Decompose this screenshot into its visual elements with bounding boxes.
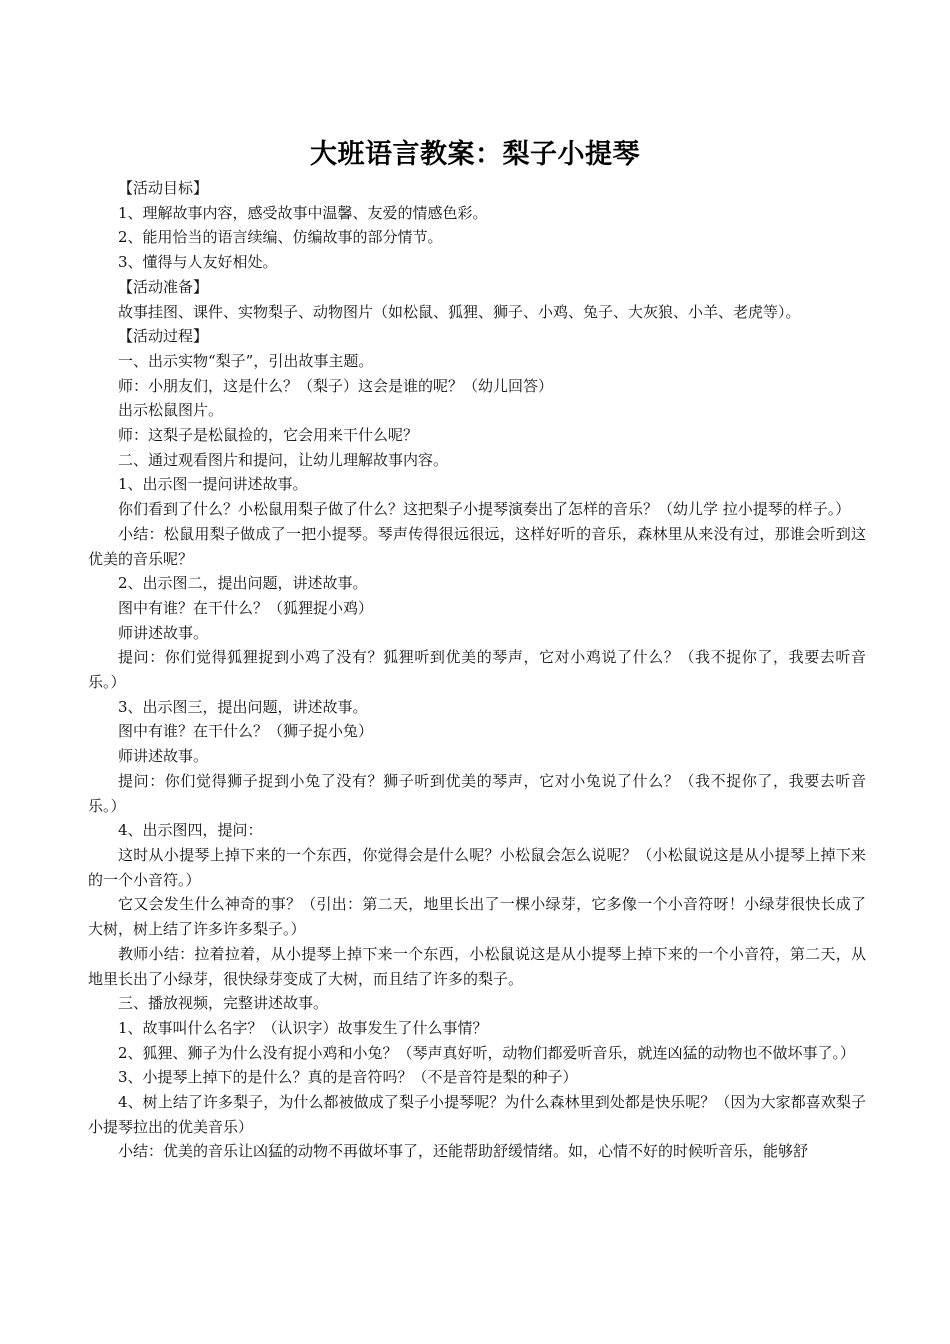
paragraph: 故事挂图、课件、实物梨子、动物图片（如松鼠、狐狸、狮子、小鸡、兔子、大灰狼、小羊、老虎等）。 (118, 302, 801, 321)
paragraph: 3、小提琴上掉下的是什么？真的是音符吗？（不是音符是梨的种子） (118, 1068, 578, 1087)
paragraph: 图中有谁？在干什么？（狐狸捉小鸡） (118, 598, 374, 617)
paragraph: 教师小结：拉着拉着，从小提琴上掉下来一个东西，小松鼠说这是从小提琴上掉下来的一个小音符，第二天，从地里长出了小绿芽，很快绿芽变成了大树，而且结了许多的梨子。 (88, 944, 866, 988)
paragraph: 4、出示图四，提问： (118, 821, 263, 840)
paragraph: 师：小朋友们，这是什么？（梨子）这会是谁的呢？（幼儿回答） (118, 376, 554, 395)
paragraph: 1、出示图一提问讲述故事。 (118, 475, 308, 494)
page-title: 大班语言教案：梨子小提琴 (310, 139, 640, 170)
paragraph: 师讲述故事。 (118, 747, 209, 766)
paragraph: 它又会发生什么神奇的事？（引出：第二天，地里长出了一棵小绿芽，它多像一个小音符呀！小绿芽很快长成了大树，树上结了许多许多梨子。） (88, 895, 866, 939)
paragraph: 小结：优美的音乐让凶猛的动物不再做坏事了，还能帮助舒缓情绪。如，心情不好的时候听音乐，能够舒 (118, 1142, 809, 1161)
paragraph: 1、故事叫什么名字？（认识字）故事发生了什么事情？ (118, 1018, 488, 1037)
paragraph: 出示松鼠图片。 (118, 401, 224, 420)
paragraph: 2、出示图二，提出问题，讲述故事。 (118, 574, 368, 593)
paragraph: 这时从小提琴上掉下来的一个东西，你觉得会是什么呢？小松鼠会怎么说呢？（小松鼠说这是从小提琴上掉下来的一个小音符。） (88, 845, 866, 889)
paragraph: 2、能用恰当的语言续编、仿编故事的部分情节。 (118, 228, 443, 247)
paragraph: 二、通过观看图片和提问，让幼儿理解故事内容。 (118, 450, 449, 469)
section-heading: 【活动过程】 (118, 327, 209, 346)
section-heading: 【活动准备】 (118, 277, 209, 296)
section-heading: 【活动目标】 (118, 179, 209, 197)
paragraph: 1、理解故事内容，感受故事中温馨、友爱的情感色彩。 (118, 203, 488, 222)
paragraph: 一、出示实物“梨子”，引出故事主题。 (118, 351, 374, 370)
paragraph: 提问：你们觉得狐狸捉到小鸡了没有？狐狸听到优美的琴声，它对小鸡说了什么？（我不捉你了，我要去听音乐。） (88, 648, 866, 692)
paragraph: 三、播放视频，完整讲述故事。 (118, 994, 329, 1013)
paragraph: 小结：松鼠用梨子做成了一把小提琴。琴声传得很远很远，这样好听的音乐，森林里从来没有过，那谁会听到这优美的音乐呢？ (88, 524, 866, 568)
paragraph: 你们看到了什么？小松鼠用梨子做了什么？这把梨子小提琴演奏出了怎样的音乐？（幼儿学 拉小提琴的样子。） (118, 500, 851, 519)
paragraph: 图中有谁？在干什么？（狮子捉小兔） (118, 722, 374, 741)
paragraph: 提问：你们觉得狮子捉到小兔了没有？狮子听到优美的琴声，它对小兔说了什么？（我不捉你了，我要去听音乐。） (88, 771, 866, 815)
paragraph: 3、出示图三，提出问题，讲述故事。 (118, 697, 368, 716)
document-body (88, 176, 866, 1164)
paragraph: 3、懂得与人友好相处。 (118, 253, 278, 272)
paragraph: 师：这梨子是松鼠捡的，它会用来干什么呢？ (118, 426, 419, 445)
paragraph: 师讲述故事。 (118, 623, 209, 642)
paragraph: 2、狐狸、狮子为什么没有捉小鸡和小兔？（琴声真好听，动物们都爱听音乐，就连凶猛的动物也不做坏事了。） (118, 1043, 856, 1062)
paragraph: 4、树上结了许多梨子，为什么都被做成了梨子小提琴呢？为什么森林里到处都是快乐呢？（因为大家都喜欢梨子小提琴拉出的优美音乐） (88, 1093, 866, 1136)
